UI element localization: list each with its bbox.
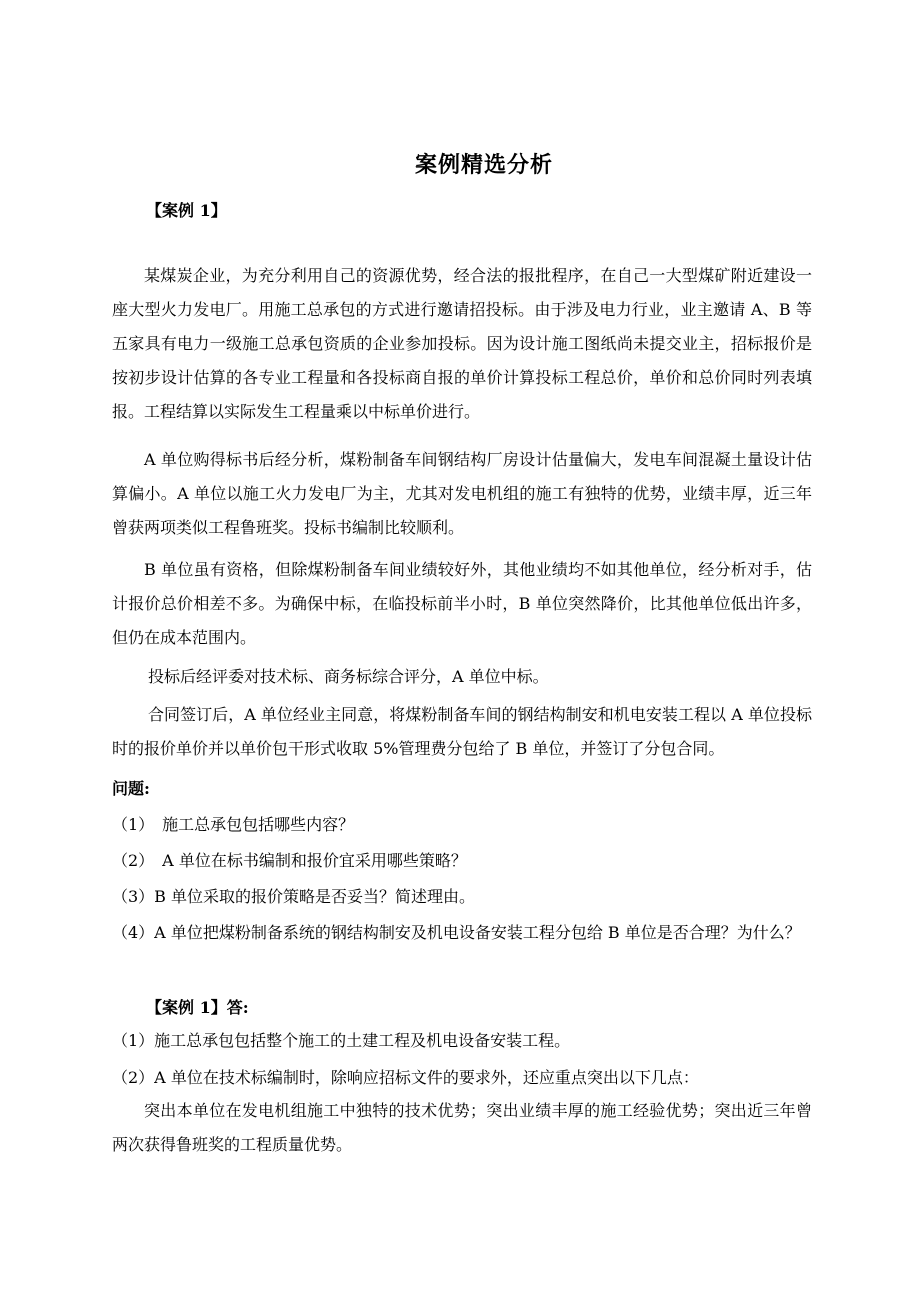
case-1-paragraph-4: 投标后经评委对技术标、商务标综合评分，A 单位中标。 xyxy=(148,667,549,686)
questions-label: 问题: xyxy=(112,779,150,798)
question-1: （1） 施工总承包包括哪些内容？ xyxy=(112,815,355,834)
document-title: 案例精选分析 xyxy=(414,153,553,178)
answer-1-heading: 【案例 1】答: xyxy=(146,998,249,1017)
answer-paragraph: 突出本单位在发电机组施工中独特的技术优势；突出业绩丰厚的施工经验优势；突出近三年曾两次获得鲁班奖的工程质量优势。 xyxy=(112,1101,812,1154)
case-1-paragraph-5: 合同签订后，A 单位经业主同意，将煤粉制备车间的钢结构制安和机电安装工程以 A 单位投标时的报价单价并以单价包干形式收取 5%管理费分包给了 B 单位，并签订了分包合同。 xyxy=(112,705,812,758)
question-2: （2） A 单位在标书编制和报价宜采用哪些策略？ xyxy=(112,851,467,870)
answer-line-1: （1）施工总承包包括整个施工的土建工程及机电设备安装工程。 xyxy=(112,1031,571,1050)
question-4: （4）A 单位把煤粉制备系统的钢结构制安及机电设备安装工程分包给 B 单位是否合理？为什么？ xyxy=(112,923,801,942)
case-1-heading: 【案例 1】 xyxy=(146,201,227,220)
answer-line-2: （2）A 单位在技术标编制时，除响应招标文件的要求外，还应重点突出以下几点： xyxy=(112,1068,699,1087)
case-1-paragraph-2: A 单位购得标书后经分析，煤粉制备车间钢结构厂房设计估量偏大，发电车间混凝土量设计估算偏小。A 单位以施工火力发电厂为主，尤其对发电机组的施工有独特的优势，业绩丰厚，近三年曾获两项类似工程鲁班奖。投标书编制比较顺利。 xyxy=(112,450,812,537)
case-1-paragraph-3: B 单位虽有资格，但除煤粉制备车间业绩较好外，其他业绩均不如其他单位，经分析对手，估计报价总价相差不多。为确保中标，在临投标前半小时，B 单位突然降价，比其他单位低出许多，但仍在成本范围内。 xyxy=(112,560,812,647)
case-1-paragraph-1: 某煤炭企业，为充分利用自己的资源优势，经合法的报批程序，在自己一大型煤矿附近建设一座大型火力发电厂。用施工总承包的方式进行邀请招投标。由于涉及电力行业，业主邀请 A、B 等五家具有电力一级施工总承包资质的企业参加投标。因为设计施工图纸尚未提交业主，招标报价是按初步设计估算的各专业工程量和各投标商自报的单价计算投标工程总价，单价和总价同时列表填报。工程结算以实际发生工程量乘以中标单价进行。 xyxy=(112,266,812,421)
question-3: （3）B 单位采取的报价策略是否妥当？简述理由。 xyxy=(112,887,476,906)
